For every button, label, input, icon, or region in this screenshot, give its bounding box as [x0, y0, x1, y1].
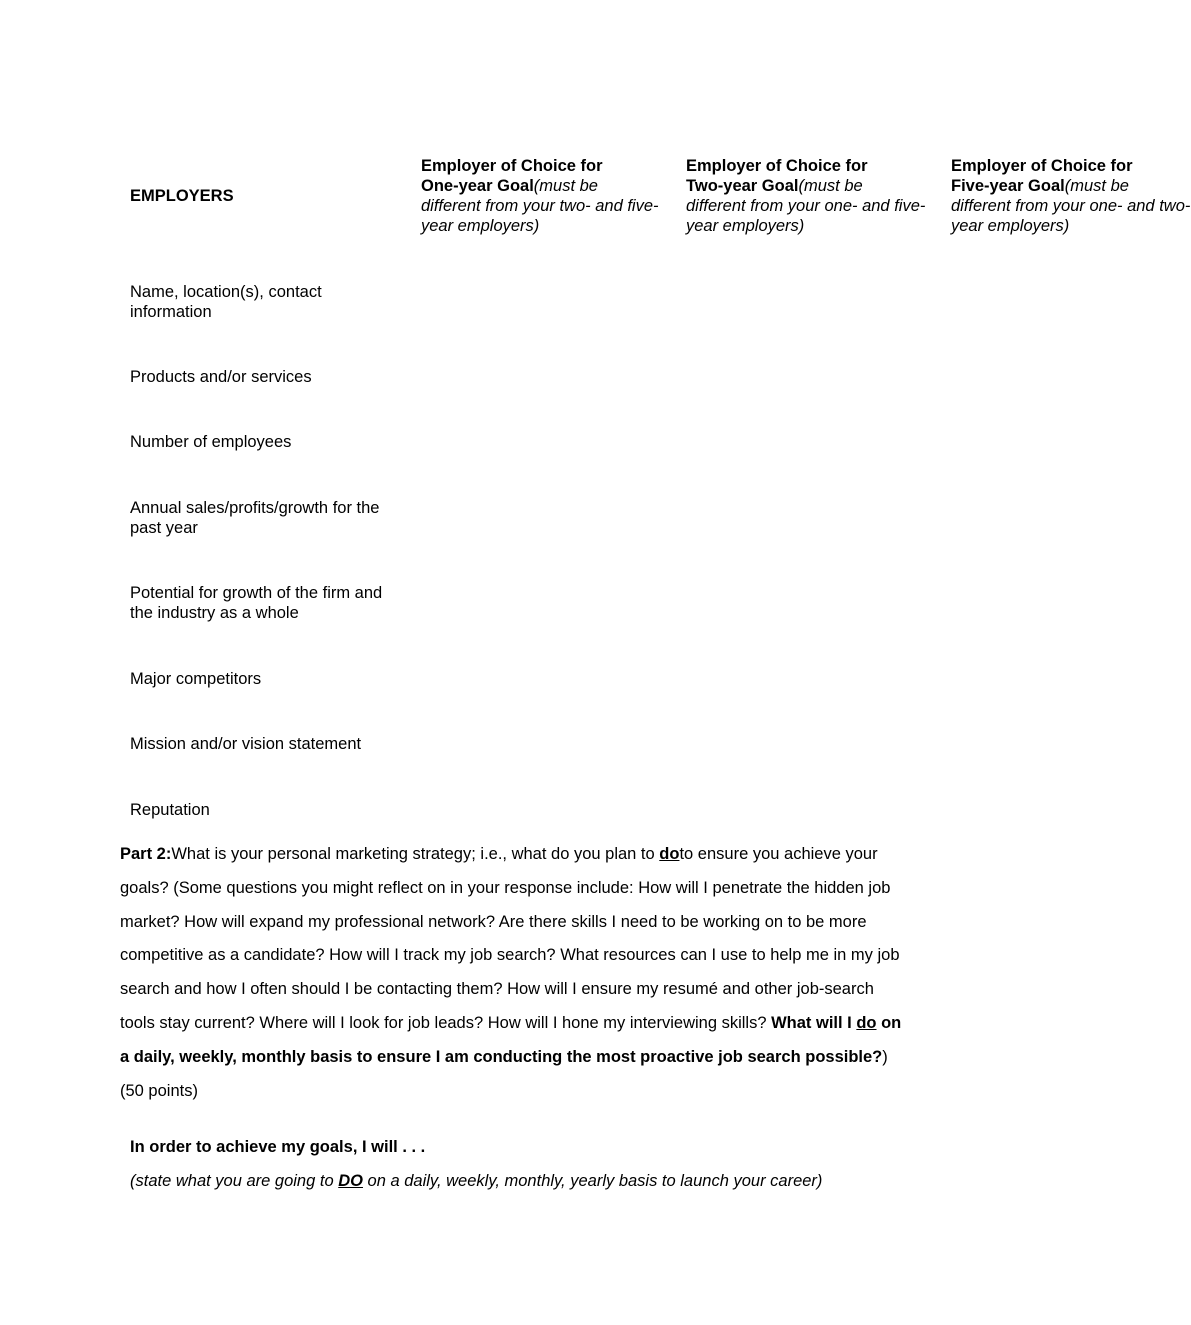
part2-text-before-do: What is your personal marketing strategy; i.e., what do you plan to	[171, 845, 660, 863]
part2-bold-question-start: What will I	[771, 1013, 857, 1032]
column-header-two-year	[686, 156, 926, 236]
column-title-line2: Five-year Goal	[951, 177, 1065, 195]
row-label-major-competitors: Major competitors	[130, 670, 262, 688]
column-title-line1: Employer of Choice for	[951, 157, 1133, 175]
column-header-five-year	[951, 156, 1191, 236]
column-header-five-year-clip	[951, 156, 1191, 240]
row-label-name-location: Name, location(s), contact information	[130, 283, 322, 321]
row-label-mission-vision: Mission and/or vision statement	[130, 735, 362, 753]
column-title-line2: Two-year Goal	[686, 177, 799, 195]
employers-header: EMPLOYERS	[130, 187, 234, 205]
part2-text-after-do: to ensure you achieve your goals? (Some questions you might reflect on in your response include: How will I penetrate the hidden job market? How will expand my professional network? Are there skills I need to be working on to be more competitive as a candidate? How will I track my job search? What resources can I use to help me in my job search and how I often should I be contacting them? How will I ensure my resumé and other job-search tools stay current? Where will I look for job leads? How will I hone my interviewing skills?	[120, 845, 900, 1032]
column-title-line1: Employer of Choice for	[686, 157, 868, 175]
part2-points: ) (50 points)	[120, 1047, 888, 1100]
goals-title: In order to achieve my goals, I will . . .	[130, 1138, 426, 1156]
part2-bold-do-emphasis: do	[856, 1013, 877, 1032]
column-title-line2: One-year Goal	[421, 177, 534, 195]
row-label-products-services: Products and/or services	[130, 368, 312, 386]
part2-label: Part 2:	[120, 845, 172, 863]
column-note: (must be different from your two- and five-year employers)	[421, 177, 659, 235]
part2-do-emphasis: do	[659, 845, 680, 863]
column-note: (must be different from your one- and five-year employers)	[686, 177, 926, 235]
row-label-growth-potential: Potential for growth of the firm and the industry as a whole	[130, 584, 383, 622]
row-label-reputation: Reputation	[130, 801, 210, 819]
goals-instruction	[130, 1170, 930, 1192]
goals-instruction-after: on a daily, weekly, monthly, yearly basis to launch your career)	[362, 1172, 823, 1190]
part2-paragraph	[120, 838, 910, 1108]
row-label-annual-sales: Annual sales/profits/growth for the past year	[130, 499, 380, 537]
column-note: (must be different from your one- and two-year employers)	[951, 177, 1191, 235]
part2-bold-question-end: on a daily, weekly, monthly basis to ensure I am conducting the most proactive job search possible?	[120, 1013, 902, 1066]
row-label-number-employees: Number of employees	[130, 433, 292, 451]
column-title-line1: Employer of Choice for	[421, 157, 603, 175]
column-header-one-year	[421, 156, 661, 236]
goals-do-emphasis: DO	[338, 1172, 363, 1190]
goals-instruction-before: (state what you are going to	[130, 1172, 339, 1190]
